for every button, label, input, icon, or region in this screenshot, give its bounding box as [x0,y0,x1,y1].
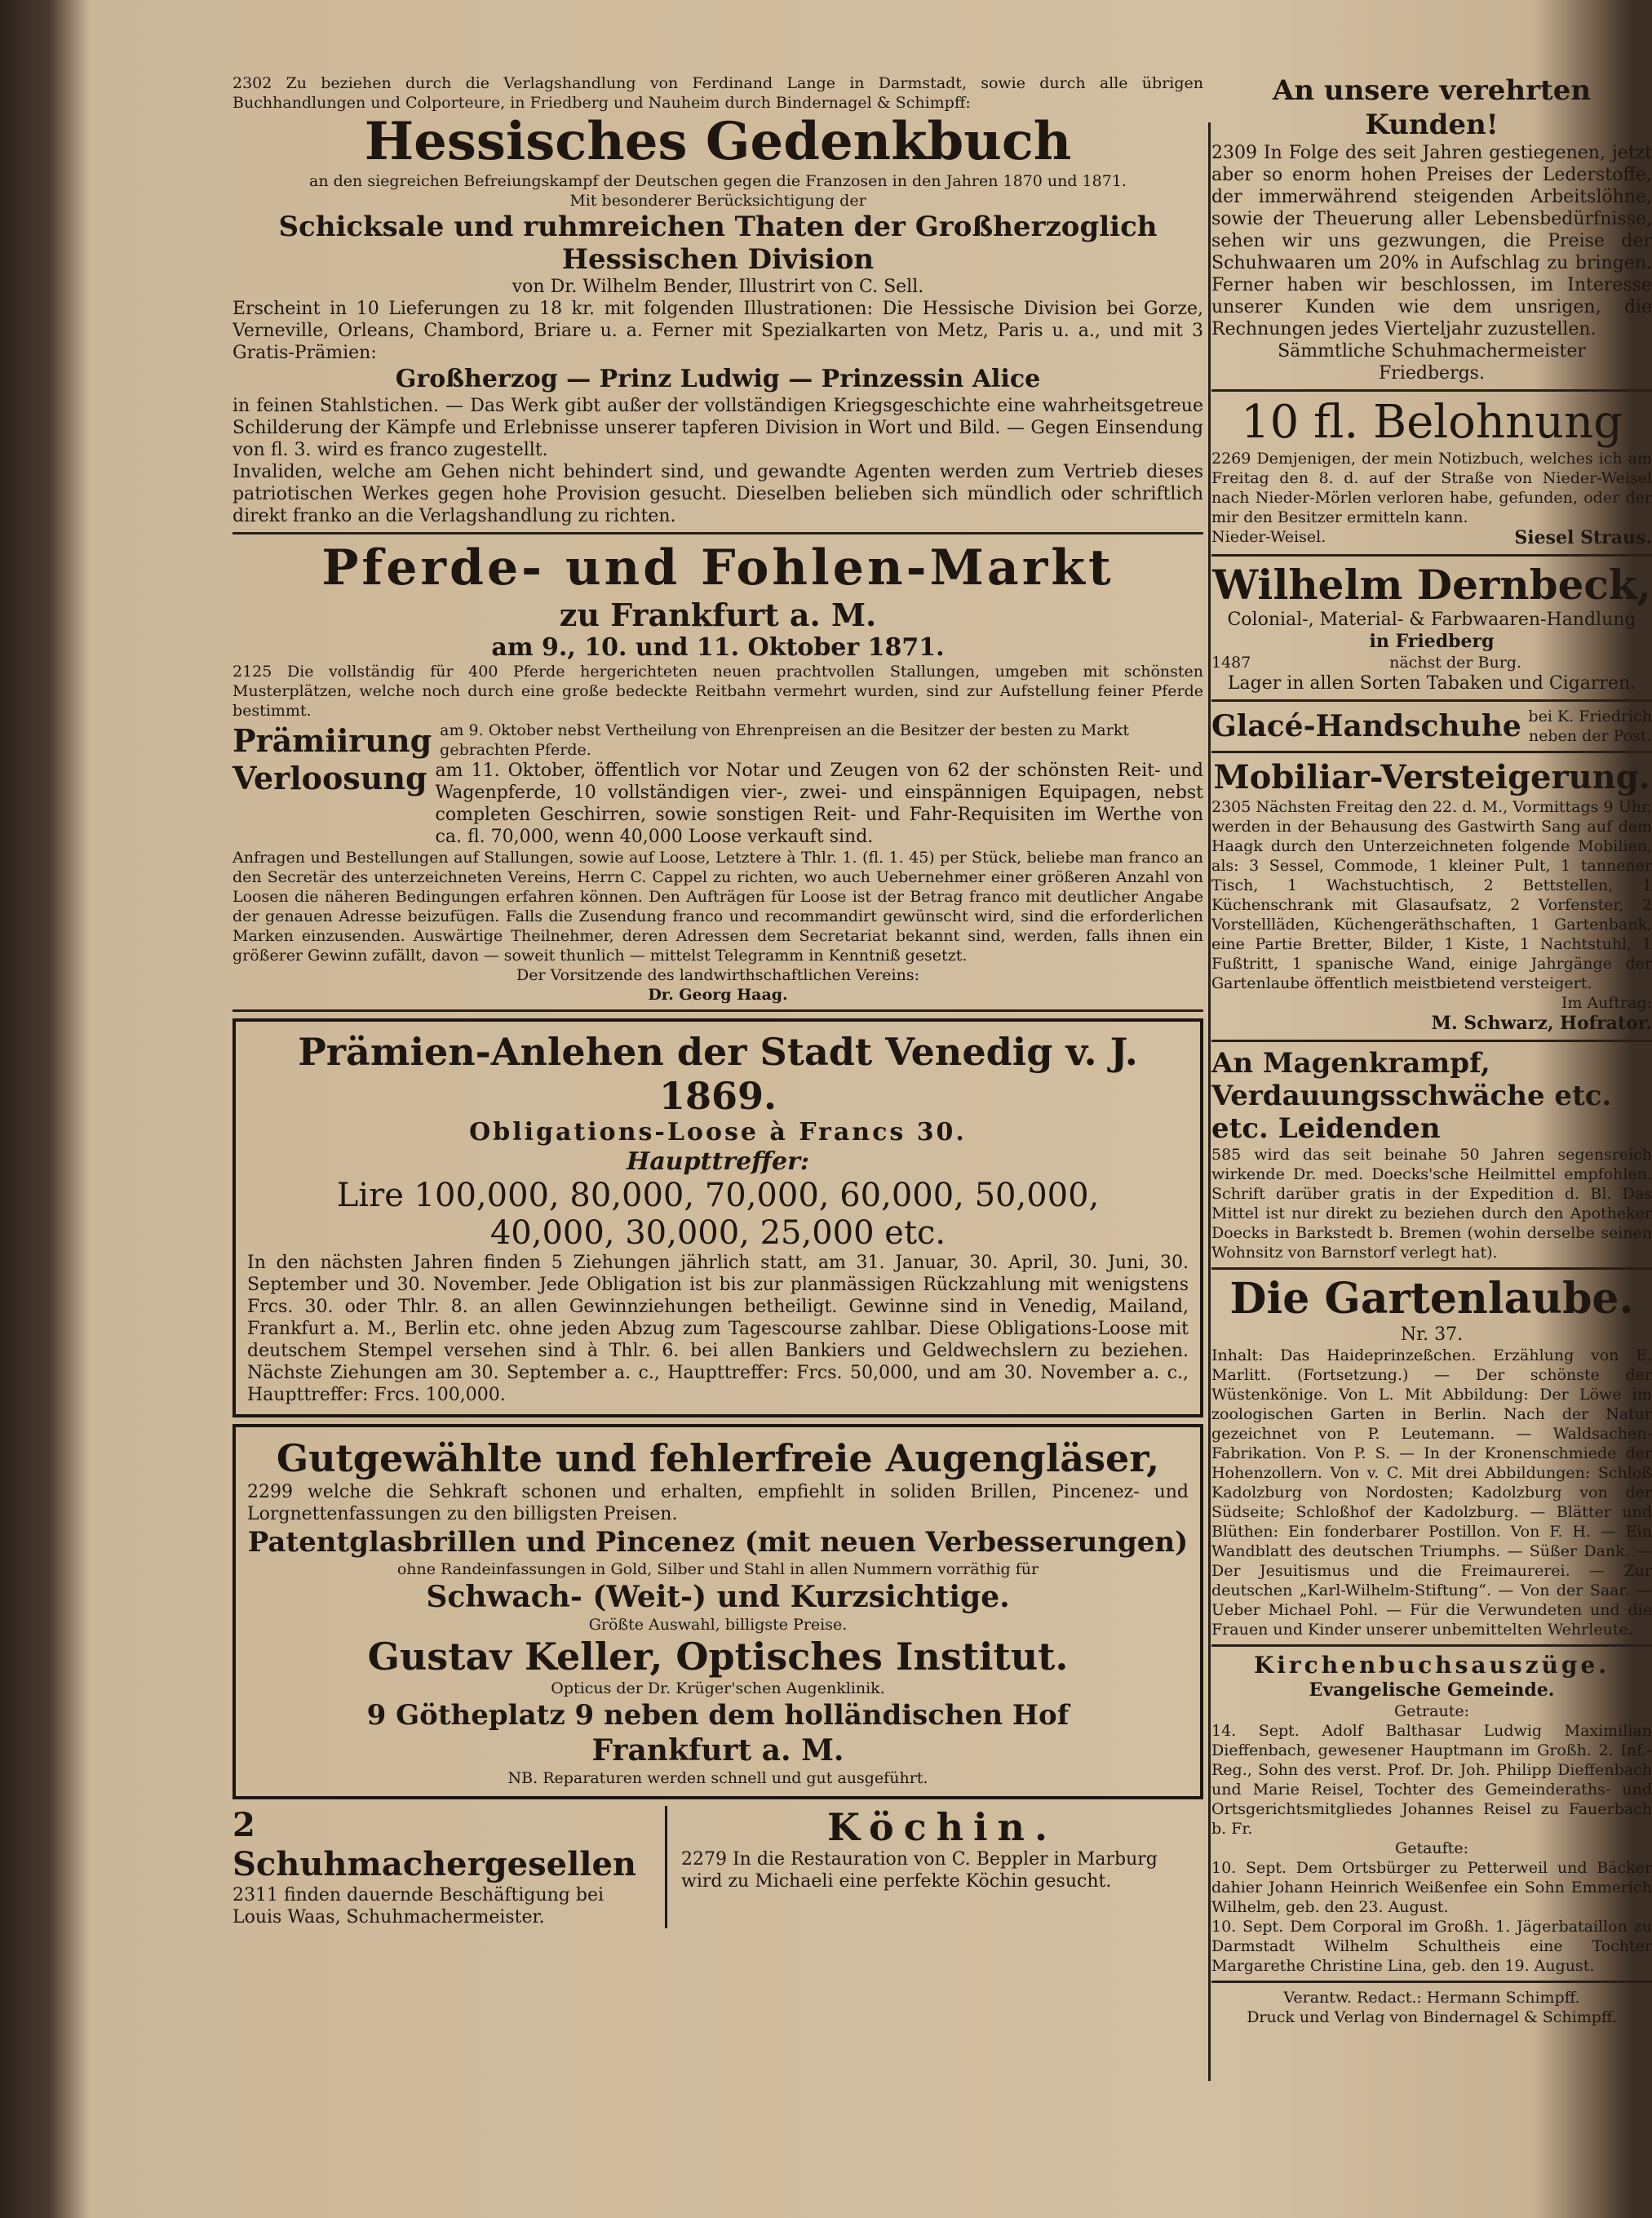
ad-author: von Dr. Wilhelm Bender, Illustrirt von C. Sell. [512,277,924,297]
ad-signature-row [1211,527,1652,549]
ad-post: neben der Post. [1528,727,1652,745]
ad-amounts-2: 40,000, 30,000, 25,000 etc. [489,1214,946,1252]
ad-text: 2279 In die Restauration von C. Beppler in Marburg wird zu Michaeli eine perfekte Köchin gesucht. [681,1849,1158,1892]
ad-glace [1211,707,1652,746]
ad-text: 2269 Demjenigen, der mein Notizbuch, welches ich am Freitag den 8. d. auf der Straße von Nieder-Weisel nach Nieder-Mörlen verloren habe, gefunden, oder der mir den Besitzer ermitteln kann. [1211,450,1652,526]
ad-text: 2311 finden dauernde Beschäftigung bei Louis Waas, Schuhmachermeister. [233,1885,604,1927]
getaufte-entry: 10. Sept. Dem Ortsbürger zu Petterweil und Bäcker dahier Johann Heinrich Weißenfee ein Sohn Emmerich Wilhelm, geb. den 23. August. [1211,1859,1652,1916]
ad-body: Anfragen und Bestellungen auf Stallungen, sowie auf Loose, Letztere à Thlr. 1. (fl. 1. 45) per Stück, beliebe man franco an den Secretär des unterzeichneten Vereins, Herrn C. Cappel zu richten, wo auch Uebernehmer einer größeren Anzahl von Loosen die näheren Bedingungen erfahren können. Den Aufträgen für Loose ist der Betrag franco mit deutlicher Angabe der genauen Adresse beizufügen. Falls die Zusendung franco und recommandirt gewünscht wird, sind die erforderlichen Marken einzusenden. Auswärtige Theilnehmer, deren Adressen dem Secretariat bekannt sind, werden, falls ihnen ein größerer Gewinn zufällt, davon — soweit thunlich — mittelst Telegramm in Kenntniß gesetzt. [233,849,1203,965]
ad-title: Gutgewählte und fehlerfreie Augengläser, [276,1436,1160,1480]
imprint-line-2: Druck und Verlag von Bindernagel & Schimpff. [1247,2008,1617,2026]
praemiirung-text: am 9. Oktober nebst Vertheilung von Ehrenpreisen an die Besitzer der besten zu Markt gebrachten Pferde. [440,721,1129,759]
ad-title: An unsere verehrten Kunden! [1272,74,1592,141]
section-sub: Evangelische Gemeinde. [1309,1679,1555,1701]
divider [233,532,1203,535]
ad-dernbeck [1211,561,1652,694]
ad-sub: Obligations-Loose à Francs 30. [469,1118,967,1147]
ad-text: 585 wird das seit beinahe 50 Jahren segensreich wirkende Dr. med. Doecks'sche Heilmittel empfohlen. Schrift darüber gratis in der Expedition d. Bl. Das Mittel ist nur direkt zu beziehen durch den Apotheker Doecks in Barkstedt b. Bremen (wohin derselbe seinen Wohnsitz von Barnstorf verlegt hat). [1211,1146,1652,1262]
ad-title: Köchin. [826,1805,1058,1849]
section-title: Kirchenbuchsauszüge. [1253,1652,1610,1679]
ad-body-2: in feinen Stahlstichen. — Das Werk gibt außer der vollständigen Kriegsgeschichte eine wahrheitsgetreue Schilderung der Kämpfe und Erlebnisse unserer tapferen Division in Wort und Bild. — Gegen Einsendung von fl. 3. wird es franco zugestellt. [233,396,1203,460]
ad-premiums: Großherzog — Prinz Ludwig — Prinzessin Alice [395,365,1041,393]
ad-bei: bei K. Friedrich [1528,708,1652,725]
ad-place: zu Frankfurt a. M. [559,597,877,633]
ad-magenkrampf [1211,1047,1652,1262]
ad-place: Nieder-Weisel. [1211,528,1326,546]
ad-addr: 9 Götheplatz 9 neben dem holländischen Hof [366,1699,1070,1732]
ad-name: Gustav Keller, Optisches Institut. [367,1635,1069,1679]
getaufte-label: Getaufte: [1395,1839,1468,1857]
ad-gartenlaube [1211,1275,1652,1639]
praemiirung-label: Prämiirung [233,721,432,759]
divider [1211,1981,1652,1983]
ad-ohne: ohne Randeinfassungen in Gold, Silber und Stahl in allen Nummern vorräthig für [396,1560,1039,1578]
ad-title: 2 Schuhmachergesellen [233,1806,636,1883]
ad-belohnung [1211,397,1652,549]
divider [1211,1040,1652,1042]
divider [1211,554,1652,557]
divider [233,1009,1203,1012]
ad-hessisches-gedenkbuch [233,73,1203,527]
ad-title: Pferde- und Fohlen-Markt [321,539,1114,597]
getaufte-entry: 10. Sept. Dem Corporal im Großh. 1. Jägerbataillon zu Darmstadt Wilhelm Schultheis eine Tochter Margarethe Christine Lina, geb. den 19. August. [1211,1918,1652,1975]
kirchenbuch [1211,1652,1652,1976]
ad-text: 2305 Nächsten Freitag den 22. d. M., Vormittags 9 Uhr, werden in der Behausung des Gastwirth Sang auf dem Haagk durch den Unterzeichneten folgende Mobilien, als: 3 Sessel, Commode, 1 kleiner Pult, 1 tannener Tisch, 1 Wachstuchtisch, 2 Bettstellen, 1 Küchenschrank mit Glasaufsatz, 2 Vorfenster, 2 Vorstellläden, Küchengeräthschaften, 1 Gartenbank, eine Partie Bretter, Bilder, 1 Kiste, 1 Nachtstuhl, 1 Fußtritt, 1 spanische Wand, einige Jahrgänge der Gartenlaube öffentlich meistbietend versteigert. [1211,798,1652,992]
ad-sign-2: Friedbergs. [1379,363,1485,384]
ad-mobiliar [1211,758,1652,1035]
ad-title: Prämien-Anlehen der Stadt Venedig v. J. 1869. [298,1030,1138,1118]
ad-intro: 2302 Zu beziehen durch die Verlagshandlung von Ferdinand Lange in Darmstadt, sowie durch alle übrigen Buchhandlungen und Colporteure, in Friedberg und Nauheim durch Bindernagel & Schimpff: [233,74,1203,112]
ad-title: Hessisches Gedenkbuch [364,111,1072,172]
ad-sub: Colonial-, Material- & Farbwaaren-Handlung [1227,610,1636,630]
ad-lager: Lager in allen Sorten Tabaken und Cigarren. [1227,673,1636,694]
ad-title: Glacé-Handschuhe [1211,709,1521,743]
ad-intro: 2125 Die vollständig für 400 Pferde hergerichteten neuen prachtvollen Stallungen, umgeben mit schönsten Musterplätzen, welche noch durch eine große bedeckte Reitbahn vermehrt wurden, sind zur Aufstellung feiner Pferde bestimmt. [233,663,1203,720]
imprint-line-1: Verantw. Redact.: Hermann Schimpff. [1283,1989,1580,2007]
ad-bei-block [1528,707,1652,746]
divider [1211,389,1652,392]
ad-text: Inhalt: Das Haideprinzeßchen. Erzählung von E. Marlitt. (Fortsetzung.) — Der schönste der Wüstenkönige. Von L. Mit Abbildung: Der Löwe im zoologischen Garten in Berlin. Nach der Natur gezeichnet von P. Leutemann. — Waldsachen-Fabrikation. Von P. S. — In der Kronenschmiede der Hohenzollern. Von v. C. Mit drei Abbildungen: Schloß Kadolzburg von Nordosten; Kadolzburg von der Südseite; Schloßhof der Kadolzburg. — Blätter und Blüthen: Ein fonderbarer Postillon. Von F. H. — Ein Wandblatt des deutschen Triumphs. — Süßer Dank. — Der Jesuitismus und die Freimaurerei. — Zur deutschen „Karl-Wilhelm-Stiftung“. — Von der Saar. — Ueber Michael Pohl. — Für die Verwundeten und die Frauen und Kinder unserer unbemittelten Wehrleute. [1211,1346,1652,1639]
ad-kunden [1211,73,1652,384]
divider [1211,1644,1652,1647]
ad-near-row [1211,653,1652,672]
ad-haupt: Haupttreffer: [627,1147,809,1176]
ad-headline-2: Hessischen Division [561,243,875,276]
ad-subtitle: an den siegreichen Befreiungskampf der Deutschen gegen die Franzosen in den Jahren 1870 und 1871. [309,172,1127,190]
column-divider [1208,122,1211,2081]
divider [1211,751,1652,753]
ad-name: M. Schwarz, Hofrator. [1431,1013,1652,1034]
ad-patent: Patentglasbrillen und Pincenez (mit neuen Verbesserungen) [247,1526,1189,1559]
left-column [233,73,1203,1928]
ad-amounts-1: Lire 100,000, 80,000, 70,000, 60,000, 50,000, [336,1177,1100,1214]
getraute-entry: 14. Sept. Adolf Balthasar Ludwig Maximilian Dieffenbach, gewesener Hauptmann im Großh. 2. Inf.-Reg., Sohn des verst. Prof. Dr. Joh. Philipp Dieffenbach und Marie Reisel, Tochter des Gemeinderaths- und Ortsgerichtsmitgliedes Johannes Reisel zu Fauerbach b. Fr. [1211,1722,1652,1838]
ad-pferde-markt [233,539,1203,1005]
ad-text: 2309 In Folge des seit Jahren gestiegenen, jetzt aber so enorm hohen Preises der Lederstoffe, der immerwährend steigenden Arbeitslöhne, sowie der Theuerung aller Lebensbedürfnisse, sehen wir uns gezwungen, die Preise der Schuhwaaren um 20% in Aufschlag zu bringen. Ferner haben wir beschlossen, im Interesse unserer Kunden wie dem unsrigen, die Rechnungen jedes Vierteljahr zuzustellen. [1211,143,1652,339]
ad-num: 1487 [1211,654,1251,672]
ad-auftrag: Im Auftrag: [1561,994,1652,1012]
ad-augenglaeser [233,1424,1203,1799]
ad-body: In den nächsten Jahren finden 5 Ziehungen jährlich statt, am 31. Januar, 30. April, 30. Juni, 30. September und 30. November. Jede Obligation ist bis zur planmässigen Rückzahlung mit wenigstens Frcs. 30. oder Thlr. 8. an allen Gewinnziehungen betheiligt. Gewinne sind in Venedig, Mailand, Frankfurt a. M., Berlin etc. ohne jeden Abzug zum Tagescourse zahlbar. Diese Obligations-Loose mit deutschem Stempel versehen sind à Thlr. 6. bei allen Bankiers und Geldwechslern zu beziehen. Nächste Ziehungen am 30. September a. c., Haupttreffer: Frcs. 50,000, und am 30. November a. c., Haupttreffer: Frcs. 100,000. [247,1253,1189,1405]
verloosung-row [233,760,1203,848]
ad-venedig [233,1018,1203,1417]
ad-title: 10 fl. Belohnung [1240,396,1623,449]
ad-body-3: Invaliden, welche am Gehen nicht behindert sind, und gewandte Agenten werden zum Vertrieb dieses patriotischen Werkes gegen hohe Provision gesucht. Dieselben belieben sich mündlich oder schriftlich direkt franko an die Verlagshandlung zu richten. [233,462,1203,526]
divider [1211,699,1652,702]
ad-city: Frankfurt a. M. [591,1733,844,1768]
ad-title: An Magenkrampf, Verdauungsschwäche etc. etc. Leidenden [1211,1047,1612,1145]
verloosung-text: am 11. Oktober, öffentlich vor Notar und Zeugen von 62 der schönsten Reit- und Wagenpferde, 10 vollständigen vier-, zwei- und einspännigen Equipagen, nebst completen Geschirren, sowie sonstigen Reit- und Fahr-Requisiten im Werthe von ca. fl. 70,000, wenn 40,000 Loose verkauft sind. [435,761,1203,847]
ad-sign-2: Dr. Georg Haag. [648,986,788,1004]
ad-title: Mobiliar-Versteigerung. [1213,758,1650,796]
imprint [1211,1988,1652,2027]
ad-schuhmacher [233,1806,667,1928]
bottom-ads [233,1806,1203,1928]
ad-title: Die Gartenlaube. [1229,1274,1634,1324]
ad-sign-1: Sämmtliche Schuhmachermeister [1278,341,1586,362]
ad-body-1: Erscheint in 10 Lieferungen zu 18 kr. mit folgenden Illustrationen: Die Hessische Division bei Gorze, Verneville, Orleans, Chambord, Briare u. a. Ferner mit Spezialkarten von Metz, Paris u. a., und mit 3 Gratis-Prämien: [233,299,1203,363]
right-column [1211,73,1652,2027]
ad-near: nächst der Burg. [1389,654,1521,672]
ad-name: Siesel Straus. [1514,527,1652,548]
ad-optic: Opticus der Dr. Krüger'schen Augenklinik. [551,1679,885,1697]
ad-mit: Mit besonderer Berücksichtigung der [569,192,866,210]
praemiirung-row [233,721,1203,760]
getraute-label: Getraute: [1394,1702,1469,1720]
ad-sign-1: Der Vorsitzende des landwirthschaftlichen Vereins: [516,966,919,984]
ad-nr: Nr. 37. [1400,1324,1464,1345]
ad-title: Wilhelm Dernbeck, [1212,561,1651,609]
verloosung-label: Verloosung [233,760,427,796]
ad-koechin [681,1806,1203,1892]
newspaper-page [78,49,1652,2203]
divider [1211,1267,1652,1270]
ad-schwach: Schwach- (Weit-) und Kurzsichtige. [426,1580,1010,1614]
ad-headline: Schicksale und ruhmreichen Thaten der Großherzoglich [278,211,1158,243]
ad-date: am 9., 10. und 11. Oktober 1871. [491,633,945,662]
ad-intro: 2299 welche die Sehkraft schonen und erhalten, empfiehlt in soliden Brillen, Pincenez- und Lorgnettenfassungen zu den billigsten Preisen. [247,1482,1189,1524]
ad-nb: NB. Reparaturen werden schnell und gut ausgeführt. [507,1769,928,1787]
ad-city: in Friedberg [1369,631,1495,652]
ad-groesste: Größte Auswahl, billigste Preise. [588,1616,848,1634]
